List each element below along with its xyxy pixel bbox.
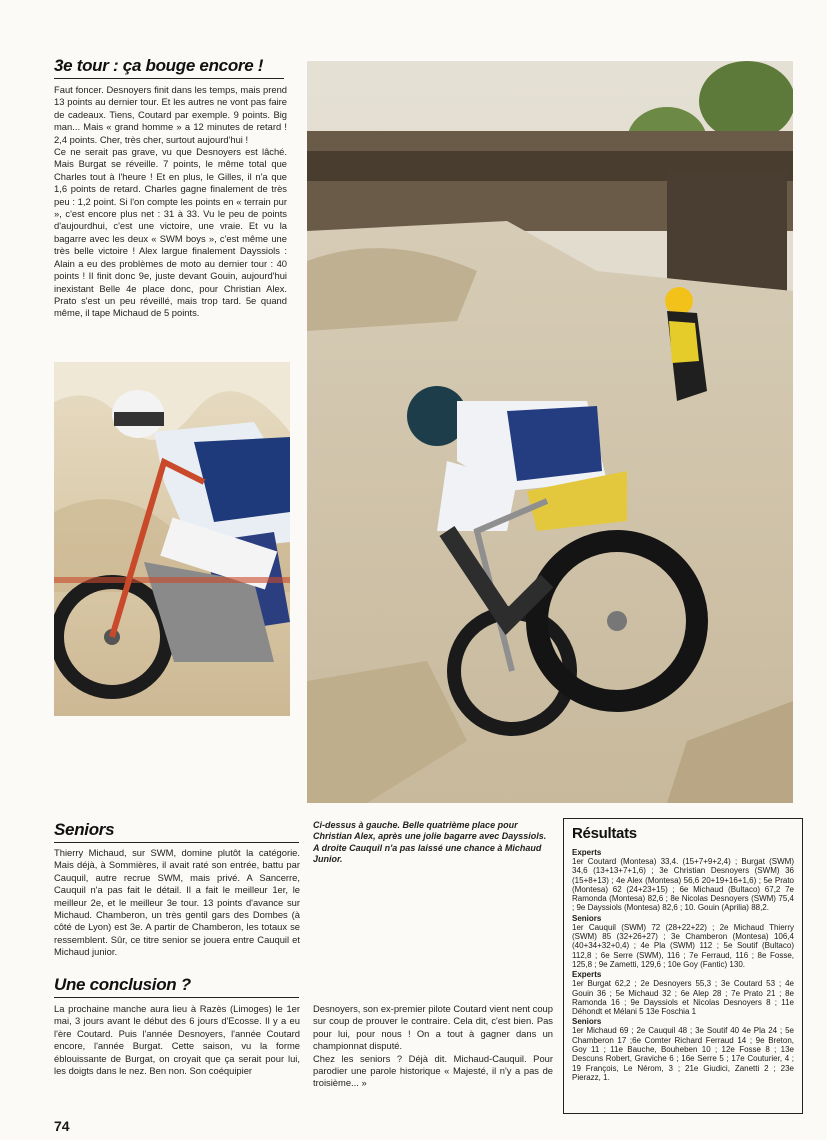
paragraph: Faut foncer. Desnoyers finit dans les temps, mais prend 13 points au dernier tour. Et les autres ne vont pas faire de cadeaux. Tiens, Coutard par exemple. 9 points. Big man... Mais « grand homme » a 12 minutes de retard ! 2,4 points. Cher, très cher, surtout aujourd'hui ! (54, 84, 287, 145)
section-title-seniors: Seniors (54, 820, 299, 843)
article-body-conclusion-col1 (54, 1003, 300, 1077)
paragraph: Thierry Michaud, sur SWM, domine plutôt la catégorie. Mais déjà, à Sommières, il avait raté son entrée, battu par Cauquil, autre recrue SWM, mais privé. A Sancerre, Cauquil n'a pas fait le détail. Il a fait le meilleur 1er, le meilleur 2e, et le meilleur 3e tour. 13 points d'avance sur Michaud. Chamberon, un très gentil gars des Dombes (à côté de Lyon) est 3e. A partir de Chamberon, les totaux se ressemblent. Sûr, ce titre senior se jouera entre Cauquil et Michaud junior. (54, 847, 300, 958)
paragraph: Desnoyers, son ex-premier pilote Coutard vient nent coup sur coup de prouver le contraire. Cela dit, c'est bien. Pas pour lui, pour nous ! On a tout à gagner dans un championnat disputé. (313, 1003, 553, 1052)
article-body-seniors (54, 847, 300, 959)
standings-label-experts: Experts (572, 970, 602, 980)
standings-text-seniors: 1er Michaud 69 ; 2e Cauquil 48 ; 3e Soutif 40 4e Pla 24 ; 5e Chamberon 17 ;6e Comter Richard Ferraud 14 ; 9e Breton, Goy 11 ; 11e Bauche, Bouheben 10 ; 12e Fosse 8 ; 13e Descuns Robert, Graviche 6 ; 16e Serre 5 ; 17e Couturier, 4 ; 19 François, Le Nérom, 3 ; 21e Giudici, Zanetti 2 ; 23e Pierazz, 1. (572, 1026, 794, 1082)
photo-christian-alex (54, 362, 290, 716)
paragraph: Ce ne serait pas grave, vu que Desnoyers est lâché. Mais Burgat se réveille. 7 points, le même total que Charles tout à l'heure ! Et en plus, le Gilles, il n'a que 1,6 points de retard. Charles gagne finalement de très peu : 1,2 point. Si l'on compte les points en « terrain pur », c'est encore plus net : 31 à 33. Vu le peu de points d'aujourdhui, c'est une victoire, une vraie. Et vu la bagarre avec les deux « SWM boys », c'est même une très belle victoire ! Alex largue finalement Dayssiols : Alain a eu des problèmes de moto au dernier tour : 40 points ! Il finit donc 9e, juste devant Gouin, aujourd'hui inexistant Belle 4e place donc, pour Christian Alex. Prato s'est un peu réveillé, mais trop tard. 5e quand même, il tape Michaud de 5 points. (54, 146, 287, 319)
photo-caption: Ci-dessus à gauche. Belle quatrième place pour Christian Alex, après une jolie bagarre avec Dayssiols. A droite Cauquil n'a pas laissé une chance à Michaud Junior. (313, 820, 547, 865)
standings-text-experts: 1er Burgat 62,2 ; 2e Desnoyers 55,3 ; 3e Coutard 53 ; 4e Gouin 36 ; 5e Michaud 32 ; 6e Alep 28 ; 7e Prato 21 ; 8e Ramonda 16 ; 9e Dayssiols et Nicolas Desnoyers 8 ; 11e Déhondt et Mélani 5 13e Foschia 1 (572, 979, 794, 1017)
results-title: Résultats (572, 825, 637, 842)
results-text-seniors: 1er Cauquil (SWM) 72 (28+22+22) ; 2e Michaud Thierry (SWM) 85 (32+26+27) ; 3e Chamberon (Montesa) 106,4 (40+34+32+0,4) ; 4e Pla (SWM) 112 ; 5e Soutif (Bultaco) 112,8 ; 6e Serre (SWM), 116 ; 7e Ferraud, 116 ; 8e Fosse, 125,8 ; 9e Zametti, 129,6 ; 10e Goy (Fantic) 130. (572, 922, 794, 969)
standings-label-seniors: Seniors (572, 1017, 602, 1027)
photo-right-illustration (307, 61, 793, 803)
photo-left-illustration (54, 362, 290, 716)
results-text-experts: 1er Coutard (Montesa) 33,4. (15+7+9+2,4) ; Burgat (SWM) 34,6 (13+13+7+1,6) ; 3e Christian Desnoyers (SWM) 36 (15+8+13) ; 4e Alex (Montesa) 56,6 20+19+16+1,6) ; 5e Prato (Montesa) 62 (24+23+15) ; 6e Michaud (Bultaco) 67,2 7e Ramonda (Montesa) 82,6 ; 8e Nicolas Desnoyers (SWM) 75,4 ; 9e Dayssiols (Montesa) 82,6 ; 10. Gouin (Aprilia) 88,2. (572, 857, 794, 913)
paragraph: Chez les seniors ? Déjà dit. Michaud-Cauquil. Pour parodier une parole historique « Majesté, il n'y a pas de troisième... » (313, 1052, 553, 1089)
article-body-3e-tour (54, 84, 287, 320)
results-label-experts: Experts (572, 848, 602, 857)
article-body-conclusion-col2 (313, 1003, 553, 1090)
section-title-conclusion: Une conclusion ? (54, 975, 299, 998)
page-number: 74 (54, 1118, 70, 1134)
section-title-3e-tour: 3e tour : ça bouge encore ! (54, 56, 284, 79)
paragraph: La prochaine manche aura lieu à Razès (Limoges) le 1er mai, 3 jours avant le début des 6 jours d'Ecosse. Il y a eu l'ère Coutard. Puis l'année Desnoyers, l'année Coutard encore, l'année Burgat. Cette saison, vu la forme éblouissante de Burgat, on croyait que ça serait pour lui, les doigts dans le nez. Ben non. Son coéquipier (54, 1003, 300, 1077)
photo-cauquil (307, 61, 793, 803)
results-label-seniors: Seniors (572, 913, 602, 923)
results-box (563, 818, 803, 1114)
